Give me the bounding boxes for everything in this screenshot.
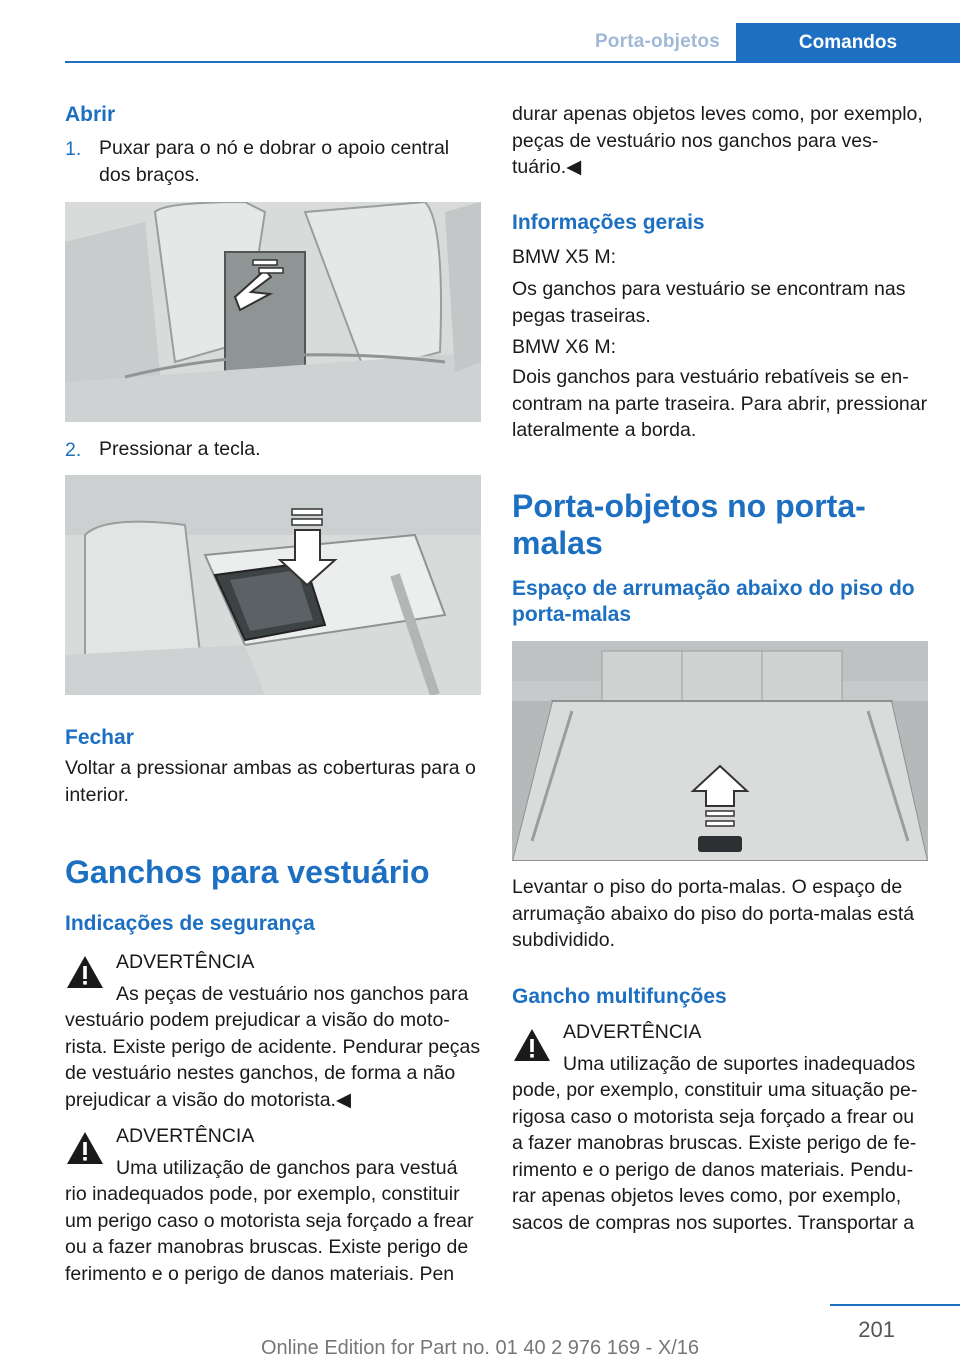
warning-1-text: vestuário podem prejudicar a visão do motorista. Existe perigo de acidente. Pendurar peças de vestuário nestes ganchos, de forma a não prejudicar a visão do motorista.◀ [65,1009,481,1111]
warning-icon [65,954,105,990]
header-chapter-tab: Comandos [736,23,960,62]
footer-rule [830,1304,960,1306]
warning-3-text: pode, por exemplo, constituir uma situação perigosa caso o motorista seja forçado a frear ou a fazer manobras bruscas. Existe perigo de ferimento e o perigo de danos materiais. Pendurar apenas objetos leves como, por exemplo, sacos de compras nos suportes. Transportar a [512,1079,918,1234]
continued-text: durar apenas objetos leves como, por exemplo, peças de vestuário nos ganchos para vestuário.◀ [512,103,923,178]
header-rule [65,61,960,63]
warning-icon [65,1130,105,1166]
x6-text: Dois ganchos para vestuário rebatíveis se encontram na parte traseira. Para abrir, pressionar lateralmente a borda. [512,366,928,441]
figure-press-key [65,475,481,695]
header-section-label: Porta-objetos [594,31,720,52]
seguranca-heading: Indicações de segurança [65,912,315,935]
x6-label: BMW X6 M: [512,336,617,358]
ganchos-heading: Ganchos para vestuário [65,854,430,890]
step-1-text: Puxar para o nó e dobrar o apoio central dos braços. [99,137,450,186]
levantar-text: Levantar o piso do porta-malas. O espaço de arrumação abaixo do piso do porta-malas está subdividido. [512,876,915,951]
warning-1-first-line: As peças de vestuário nos ganchos para [116,983,469,1005]
gancho-heading: Gancho multifunções [512,985,727,1008]
porta-objetos-heading: Porta-objetos no porta-malas [512,488,866,561]
page-number: 201 [858,1317,895,1342]
step-1-number: 1. [65,138,82,160]
x5-text: Os ganchos para vestuário se encontram nas pegas traseiras. [512,278,906,327]
abrir-heading: Abrir [65,103,116,126]
figure-armrest-fold [65,202,481,422]
warning-2-text: rio inadequados pode, por exemplo, constituir um perigo caso o motorista seja forçado a frear ou a fazer manobras bruscas. Existe perigo de ferimento e o perigo de danos materiais. Pen [65,1183,474,1285]
fechar-heading: Fechar [65,726,134,749]
figure-luggage-floor [512,641,928,861]
warning-2-first-line: Uma utilização de ganchos para vestuá [116,1157,458,1179]
warning-3-first-line: Uma utilização de suportes inadequados [563,1053,916,1075]
espaco-heading: Espaço de arrumação abaixo do piso do porta-malas [512,577,915,626]
warning-icon [512,1027,552,1063]
step-2-number: 2. [65,439,82,461]
fechar-text: Voltar a pressionar ambas as coberturas para o interior. [65,757,476,806]
warning-3-title: ADVERTÊNCIA [563,1021,702,1043]
warning-1-title: ADVERTÊNCIA [116,951,255,973]
info-heading: Informações gerais [512,211,705,234]
x5-label: BMW X5 M: [512,246,617,268]
step-2-text: Pressionar a tecla. [99,438,261,460]
warning-2-title: ADVERTÊNCIA [116,1125,255,1147]
footer-edition: Online Edition for Part no. 01 40 2 976 169 - X/16 [260,1337,700,1359]
